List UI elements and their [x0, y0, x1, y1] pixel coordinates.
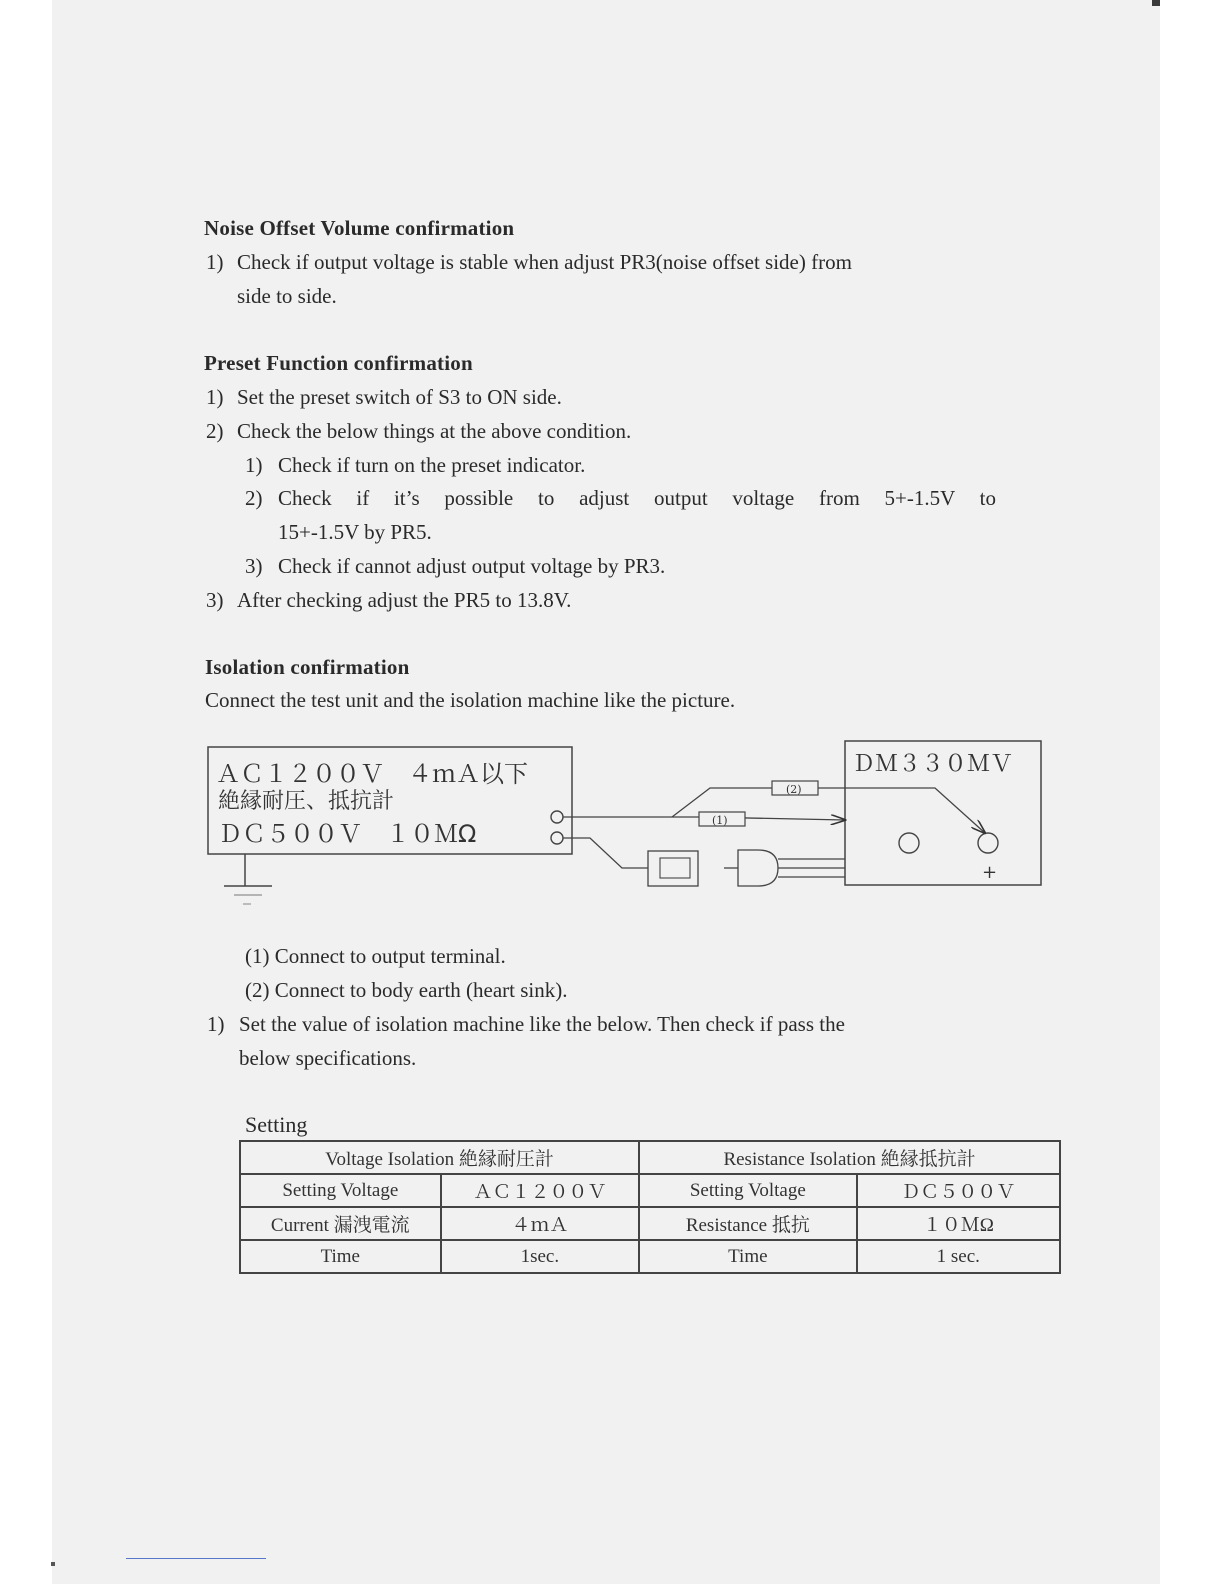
table-cell-v-label: Current 漏洩電流 [240, 1207, 441, 1240]
preset-sub-1-number: 1) [245, 453, 263, 477]
setting-table-caption: Setting [245, 1112, 308, 1137]
isolation-heading: Isolation confirmation [205, 655, 410, 679]
table-cell-v-value: 1sec. [441, 1240, 640, 1273]
preset-item-2-number: 2) [206, 419, 224, 443]
ground-symbol [224, 854, 272, 904]
tester-spec-line-2: 絶縁耐圧、抵抗計 [218, 789, 395, 814]
tester-spec-line-1: ＡＣ１２００Ｖ ４ｍＡ以下 [216, 760, 528, 788]
bottom-link-line [126, 1558, 266, 1559]
isolation-item-1-line-1: Set the value of isolation machine like the below. Then check if pass the [239, 1012, 845, 1036]
table-cell-r-value: 1 sec. [857, 1240, 1060, 1273]
preset-heading: Preset Function confirmation [204, 351, 473, 375]
plug-symbol [724, 850, 845, 886]
earth-lead-wire [563, 838, 648, 868]
isolation-note-1: (1) Connect to output terminal. [245, 944, 506, 968]
table-row [240, 1240, 1060, 1273]
noise-heading: Noise Offset Volume confirmation [204, 216, 515, 240]
table-cell-v-value: ＡＣ１２００Ｖ [441, 1174, 640, 1207]
noise-item-1-number: 1) [206, 250, 224, 274]
table-cell-v-label: Setting Voltage [240, 1174, 441, 1207]
table-cell-v-value: ４ｍＡ [441, 1207, 640, 1240]
preset-sub-3: Check if cannot adjust output voltage by PR3. [278, 554, 666, 578]
unit-plus-label: + [982, 862, 998, 883]
tester-spec-line-3: ＤＣ５００Ｖ １０ＭΩ [218, 820, 477, 848]
preset-sub-2-line-1: Check if it’s possible to adjust output voltage from 5+-1.5V to [278, 486, 996, 510]
table-cell-v-label: Time [240, 1240, 441, 1273]
unit-body-terminal [899, 833, 919, 853]
table-cell-r-value: ＤＣ５００Ｖ [857, 1174, 1060, 1207]
tester-terminal-earth [551, 832, 563, 844]
table-row [240, 1207, 1060, 1240]
preset-sub-2-line-2: 15+-1.5V by PR5. [278, 520, 432, 544]
scan-dot [51, 1562, 55, 1566]
resistance-isolation-header: Resistance Isolation 絶縁抵抗計 [639, 1141, 1060, 1174]
isolation-intro: Connect the test unit and the isolation machine like the picture. [205, 688, 736, 712]
isolation-note-2: (2) Connect to body earth (heart sink). [245, 978, 568, 1002]
preset-item-1-number: 1) [206, 385, 224, 409]
preset-item-3-number: 3) [206, 588, 224, 612]
tester-terminal-output [551, 811, 563, 823]
noise-item-1-line-2: side to side. [237, 284, 337, 308]
isolation-item-1-line-2: below specifications. [239, 1046, 417, 1070]
unit-label: ＤＭ３３０ＭＶ [852, 751, 1013, 777]
voltage-isolation-header: Voltage Isolation 絶縁耐圧計 [240, 1141, 639, 1174]
lead-1-label: (1) [712, 814, 728, 827]
preset-item-2: Check the below things at the above condition. [237, 419, 632, 443]
preset-sub-3-number: 3) [245, 554, 263, 578]
unit-output-terminal [978, 833, 998, 853]
table-cell-r-value: １０ＭΩ [857, 1207, 1060, 1240]
clip-symbol [648, 851, 698, 886]
preset-item-1: Set the preset switch of S3 to ON side. [237, 385, 562, 409]
preset-item-3: After checking adjust the PR5 to 13.8V. [237, 588, 572, 612]
isolation-item-1-number: 1) [207, 1012, 225, 1036]
setting-table [239, 1140, 1061, 1274]
table-cell-r-label: Setting Voltage [639, 1174, 856, 1207]
preset-sub-2-number: 2) [245, 486, 263, 510]
table-cell-r-label: Time [639, 1240, 856, 1273]
table-cell-r-label: Resistance 抵抗 [639, 1207, 856, 1240]
preset-sub-1: Check if turn on the preset indicator. [278, 453, 586, 477]
noise-item-1-line-1: Check if output voltage is stable when adjust PR3(noise offset side) from [237, 250, 852, 274]
lead-2-label: (2) [786, 783, 802, 796]
table-header-row [240, 1141, 1060, 1174]
table-row [240, 1174, 1060, 1207]
